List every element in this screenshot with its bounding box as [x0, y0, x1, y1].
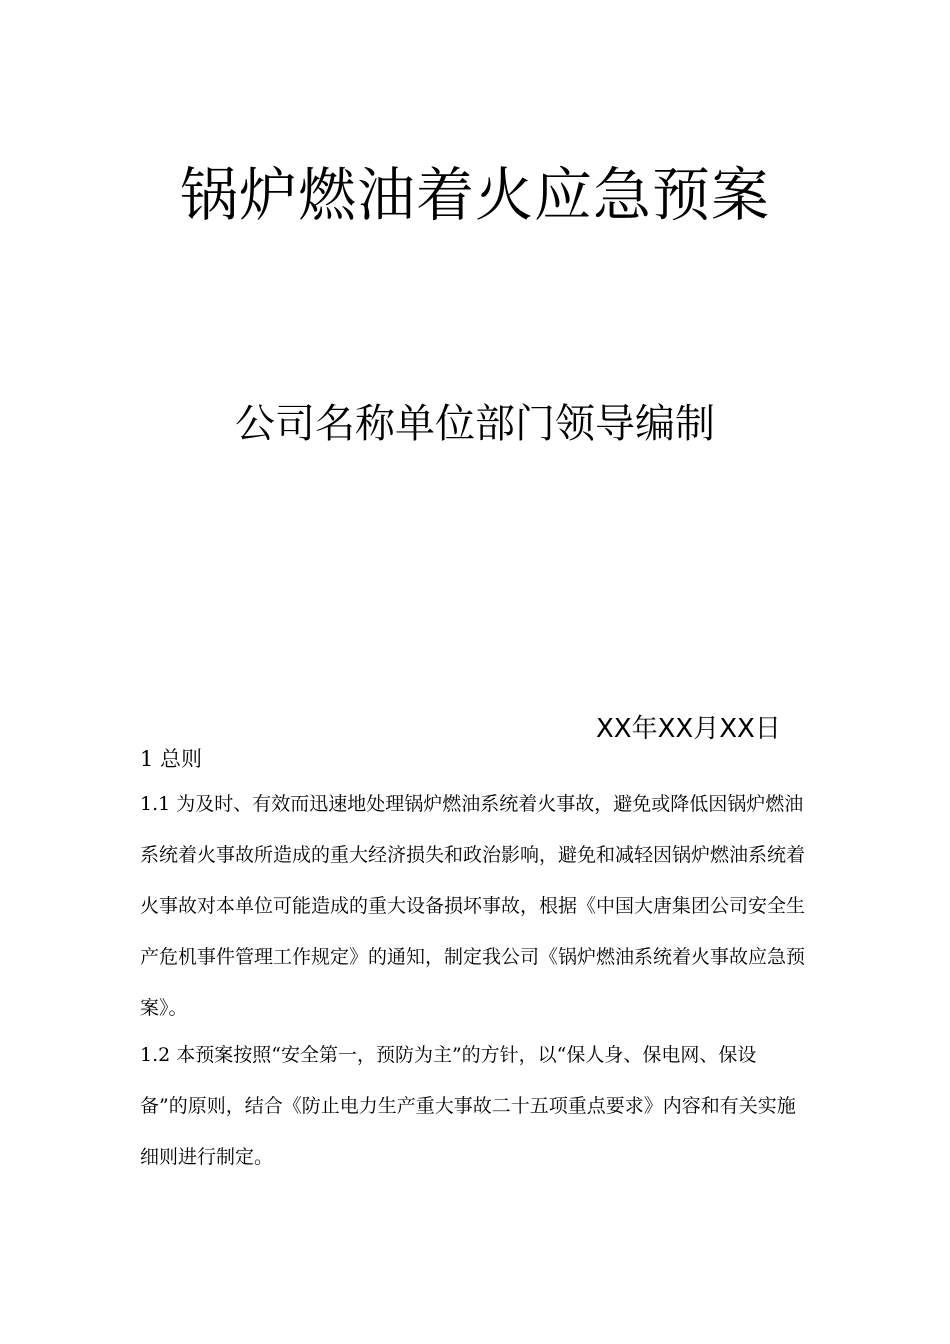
paragraph-line: 1.2 本预案按照“安全第一，预防为主”的方针，以“保人身、保电网、保设: [140, 1044, 757, 1066]
paragraph-line: 备”的原则，结合《防止电力生产重大事故二十五项重点要求》内容和有关实施: [140, 1095, 796, 1117]
paragraph-line: 火事故对本单位可能造成的重大设备损坏事故，根据《中国大唐集团公司安全生: [140, 895, 806, 917]
document-subtitle: 公司名称单位部门领导编制: [235, 401, 715, 447]
paragraph-1-1: [140, 779, 812, 1034]
paragraph-line: 系统着火事故所造成的重大经济损失和政治影响，避免和减轻因锅炉燃油系统着: [140, 844, 806, 866]
document-date: XX年XX月XX日: [596, 714, 781, 744]
section-heading: 1 总则: [140, 747, 203, 771]
paragraph-line: 1.1 为及时、有效而迅速地处理锅炉燃油系统着火事故，避免或降低因锅炉燃油: [140, 793, 804, 815]
paragraph-1-2: [140, 1030, 812, 1183]
paragraph-line: 案》。: [140, 997, 188, 1019]
paragraph-line: 产危机事件管理工作规定》的通知，制定我公司《锅炉燃油系统着火事故应急预: [140, 946, 806, 968]
paragraph-line: 细则进行制定。: [140, 1146, 274, 1168]
document-title: 锅炉燃油着火应急预案: [179, 161, 770, 229]
